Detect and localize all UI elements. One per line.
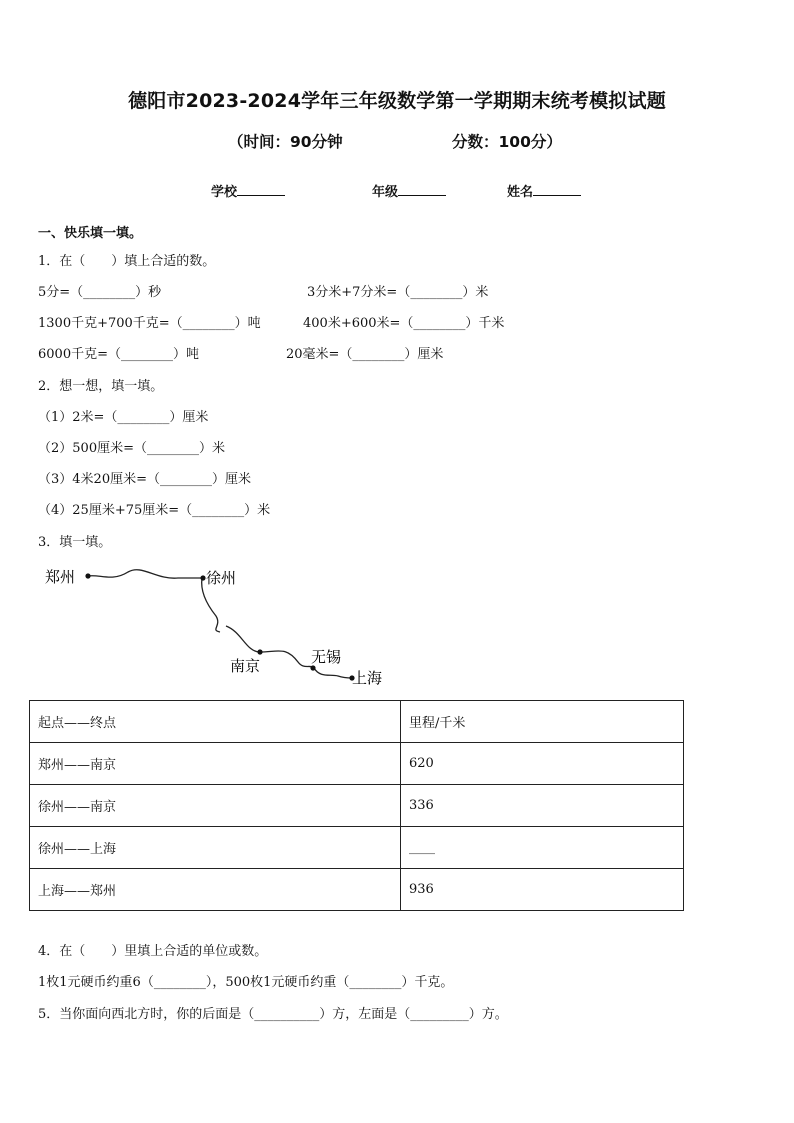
table-cell: 郑州——南京 (30, 743, 401, 785)
name-field (507, 181, 581, 200)
table-header-cell: 里程/千米 (401, 701, 684, 743)
q2-item[interactable]: （2）500厘米=（________）米 (38, 441, 225, 456)
table-row (30, 827, 684, 869)
xuzhou-dot (200, 575, 205, 580)
q1-item[interactable]: 3分米+7分米=（________）米 (307, 285, 489, 300)
table-cell: 徐州——上海 (30, 827, 401, 869)
shanghai-label: 上海 (352, 669, 383, 687)
xuzhou-label: 徐州 (206, 569, 237, 587)
route-wuxi-shanghai (314, 668, 352, 678)
q1-item[interactable]: 1300千克+700千克=（________）吨 (38, 316, 261, 331)
zhengzhou-dot (85, 573, 90, 578)
q4-prompt: 4．在（ ）里填上合适的单位或数。 (38, 944, 268, 959)
wuxi-label: 无锡 (311, 648, 342, 666)
route-zhengzhou-xuzhou (88, 570, 202, 578)
grade-label: 年级 (372, 185, 399, 200)
table-row (30, 869, 684, 911)
exam-time: （时间：90分钟 (228, 133, 343, 151)
table-cell: 620 (401, 743, 684, 785)
school-field (211, 181, 285, 200)
q2-item[interactable]: （4）25厘米+75厘米=（________）米 (38, 503, 271, 518)
q2-item[interactable]: （3）4米20厘米=（________）厘米 (38, 472, 251, 487)
q4-text[interactable]: 1枚1元硬币约重6（________），500枚1元硬币约重（________）千克。 (38, 975, 454, 990)
table-cell: 936 (401, 869, 684, 911)
q2-item[interactable]: （1）2米=（________）厘米 (38, 410, 209, 425)
table-cell: 徐州——南京 (30, 785, 401, 827)
zhengzhou-label: 郑州 (45, 568, 76, 586)
q1-item[interactable]: 400米+600米=（________）千米 (303, 316, 505, 331)
table-row (30, 743, 684, 785)
distance-table (29, 700, 684, 911)
exam-score: 分数：100分） (452, 133, 562, 151)
school-label: 学校 (211, 185, 238, 200)
table-blank-cell[interactable]: ____ (401, 827, 684, 869)
q1-prompt: 1．在（ ）填上合适的数。 (38, 254, 216, 269)
school-blank[interactable] (237, 183, 285, 196)
q1-item[interactable]: 5分=（________）秒 (38, 285, 162, 300)
grade-field (372, 181, 446, 200)
q1-item[interactable]: 6000千克=（________）吨 (38, 347, 199, 362)
name-blank[interactable] (533, 183, 581, 196)
q5-text[interactable]: 5．当你面向西北方时，你的后面是（__________）方，左面是（_________）方。 (38, 1007, 508, 1022)
name-label: 姓名 (507, 185, 534, 200)
page-title: 德阳市2023-2024学年三年级数学第一学期期末统考模拟试题 (128, 90, 666, 112)
q1-item[interactable]: 20毫米=（________）厘米 (286, 347, 444, 362)
q2-prompt: 2．想一想，填一填。 (38, 379, 164, 394)
table-header-row (30, 701, 684, 743)
table-row (30, 785, 684, 827)
nanjing-dot (257, 649, 262, 654)
table-cell: 上海——郑州 (30, 869, 401, 911)
nanjing-label: 南京 (230, 657, 261, 675)
section-heading: 一、快乐填一填。 (38, 226, 143, 241)
route-map (30, 560, 410, 695)
table-cell: 336 (401, 785, 684, 827)
wuxi-dot (310, 665, 315, 670)
q3-prompt: 3．填一填。 (38, 535, 112, 550)
grade-blank[interactable] (398, 183, 446, 196)
table-header-cell: 起点——终点 (30, 701, 401, 743)
